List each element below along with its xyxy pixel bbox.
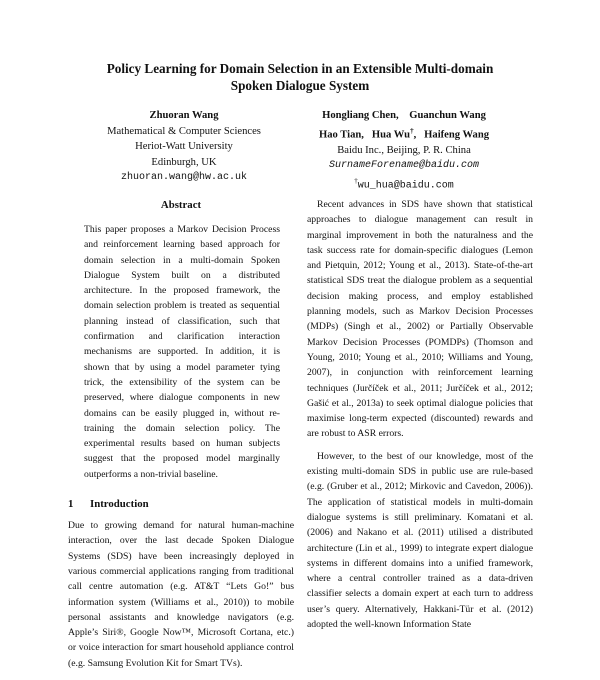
author-block-left: [66, 108, 302, 186]
author-email[interactable]: zhuoran.wang@hw.ac.uk: [120, 172, 248, 183]
introduction-paragraph: Due to growing demand for natural human-machine interaction, over the last decade Spoken Dialogue Systems (SDS) have been increasingly deployed in various commercial applications ranging from traditional call centre automation (e.g. AT&T “Lets Go!” bus information system (Williams et al., 2010)) to mobile personal assistants and knowledge navigators (e.g. Apple’s Siri®, Google Now™, Microsoft Cortana, etc.) or voice interaction for smart household appliance control (e.g. Samsung Evolution Kit for Smart TVs).: [68, 520, 294, 669]
left-column: [68, 197, 294, 680]
author-institution: Heriot-Watt University: [135, 141, 233, 152]
section-number: 1: [68, 498, 74, 511]
paper-title: [40, 60, 560, 94]
body-paragraph-1: Recent advances in SDS have shown that statistical approaches to dialogue management can result in marginal improvement in both the naturalness and the task success rate for domain-specific dialogues (Lemon and Pietquin, 2012; Young et al., 2013). State-of-the-art statistical SDS treat the dialogue problem as a sequential decision making process, and employ established planning models, such as Markov Decision Processes (MDPs) (Singh et al., 2002) or Partially Observable Markov Decision Processes (POMDPs) (Thomson and Young, 2010; Young et al., 2010; Williams and Young, 2007), in conjunction with reinforcement learning techniques (Jurčíček et al., 2011; Jurčíček et al., 2012; Gašić et al., 2013a) to seek optimal dialogue policies that maximise long-term expected (discounted) rewards and are robust to ASR errors.: [307, 199, 533, 440]
author-names-line-2: [286, 124, 522, 143]
introduction-heading: [68, 496, 294, 512]
author-affiliation: Baidu Inc., Beijing, P. R. China: [337, 144, 471, 156]
dagger-mark: †: [354, 176, 358, 185]
author-names-line-1: Hongliang Chen, Guanchun Wang: [322, 110, 486, 121]
dagger-mark: †: [410, 126, 414, 135]
body-paragraph-2: However, to the best of our knowledge, most of the existing multi-domain SDS in public use are rule-based (e.g. (Gruber et al., 2012; Mirkovic and Cavedon, 2006)). The application of statistical models in multi-domain dialogue systems is still preliminary. Komatani et al. (2006) and Nakano et al. (2011) utilised a distributed architecture (Lin et al., 1999) to integrate expert dialogue systems in different domains into a unified framework, where a central controller trained as a data-driven classifier selects a domain expert at each turn to address user’s query. Alternatively, Hakkani-Tür et al. (2012) adopted the well-known Information State: [307, 450, 533, 631]
abstract-heading: Abstract: [160, 199, 202, 211]
section-title: Introduction: [90, 498, 149, 511]
author-email-template[interactable]: SurnameForename@baidu.com: [328, 160, 480, 172]
author-names-a: Hao Tian, Hua Wu: [318, 129, 411, 141]
title-line-1: Policy Learning for Domain Selection in an Extensible Multi-domain: [106, 61, 494, 76]
right-column: [307, 197, 533, 631]
title-line-2: Spoken Dialogue System: [230, 78, 370, 93]
author-name: Zhuoran Wang: [149, 110, 219, 121]
author-names-b: , Haifeng Wang: [413, 129, 490, 141]
author-email-corresponding[interactable]: [286, 174, 522, 194]
author-block-right: [286, 108, 522, 194]
introduction-clip: [68, 518, 294, 680]
author-email[interactable]: wu_hua@baidu.com: [357, 180, 454, 192]
author-location: Edinburgh, UK: [151, 156, 217, 168]
abstract-body: This paper proposes a Markov Decision Process and reinforcement learning based approach for domain selection in a multi-domain Spoken Dialogue System built on a distributed architecture. In the proposed framework, the domain selection problem is treated as sequential planning instead of classification, such that confirmation and clarification interaction mechanisms are supported. In addition, it is shown that by using a model parameter tying trick, the extensibility of the system can be preserved, where dialogue components in new domains can be easily plugged in, without re-training the domain selection policy. The experimental results based on human subjects suggest that the proposed model marginally outperforms a non-trivial baseline.: [84, 224, 280, 480]
right-column-clip: [307, 197, 533, 631]
author-affiliation: Mathematical & Computer Sciences: [107, 125, 261, 137]
